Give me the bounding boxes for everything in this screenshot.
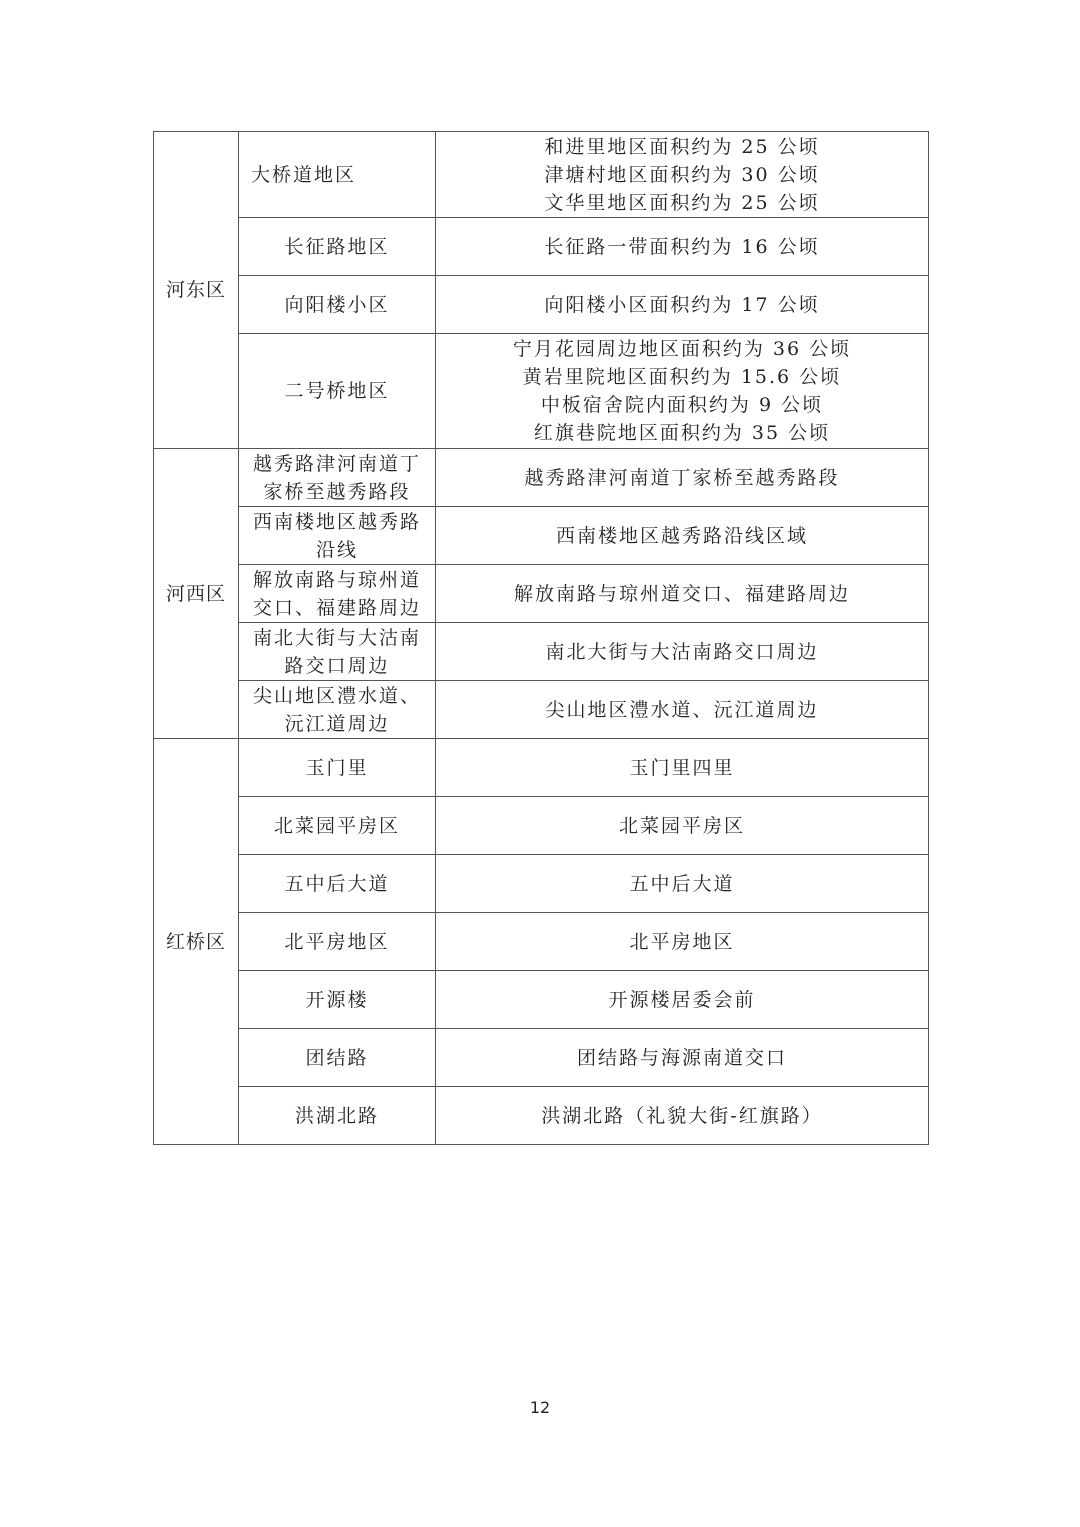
- table-row: [154, 739, 929, 797]
- table-row: [154, 276, 929, 334]
- table-row: [154, 855, 929, 913]
- table-row: [154, 913, 929, 971]
- area-cell: 北菜园平房区: [239, 797, 436, 855]
- detail-cell: 长征路一带面积约为 16 公顷: [436, 218, 929, 276]
- area-cell: 尖山地区澧水道、沅江道周边: [239, 681, 436, 739]
- table-row: [154, 565, 929, 623]
- detail-cell: 尖山地区澧水道、沅江道周边: [436, 681, 929, 739]
- district-cell: 河东区: [154, 132, 239, 449]
- detail-cell: 西南楼地区越秀路沿线区域: [436, 507, 929, 565]
- table-row: [154, 1029, 929, 1087]
- detail-cell: 解放南路与琼州道交口、福建路周边: [436, 565, 929, 623]
- detail-cell: 南北大街与大沽南路交口周边: [436, 623, 929, 681]
- area-cell: 洪湖北路: [239, 1087, 436, 1145]
- table-row: [154, 971, 929, 1029]
- table-row: [154, 681, 929, 739]
- area-cell: 解放南路与琼州道交口、福建路周边: [239, 565, 436, 623]
- area-cell: 开源楼: [239, 971, 436, 1029]
- detail-cell: 北平房地区: [436, 913, 929, 971]
- table-row: [154, 334, 929, 449]
- areas-table: [153, 131, 929, 1145]
- table-row: [154, 507, 929, 565]
- detail-cell: 五中后大道: [436, 855, 929, 913]
- detail-cell: 越秀路津河南道丁家桥至越秀路段: [436, 449, 929, 507]
- area-cell: 长征路地区: [239, 218, 436, 276]
- detail-cell: 团结路与海源南道交口: [436, 1029, 929, 1087]
- area-cell: 玉门里: [239, 739, 436, 797]
- area-cell: 北平房地区: [239, 913, 436, 971]
- table-row: [154, 132, 929, 218]
- table-row: [154, 797, 929, 855]
- detail-cell: 和进里地区面积约为 25 公顷 津塘村地区面积约为 30 公顷 文华里地区面积约为 25 公顷: [436, 132, 929, 218]
- district-cell: 河西区: [154, 449, 239, 739]
- area-cell: 南北大街与大沽南路交口周边: [239, 623, 436, 681]
- area-cell: 五中后大道: [239, 855, 436, 913]
- table-row: [154, 449, 929, 507]
- table-row: [154, 623, 929, 681]
- page-number: 12: [529, 1398, 551, 1417]
- area-cell: 越秀路津河南道丁家桥至越秀路段: [239, 449, 436, 507]
- detail-cell: 北菜园平房区: [436, 797, 929, 855]
- area-cell: 西南楼地区越秀路沿线: [239, 507, 436, 565]
- detail-cell: 宁月花园周边地区面积约为 36 公顷 黄岩里院地区面积约为 15.6 公顷 中板宿舍院内面积约为 9 公顷 红旗巷院地区面积约为 35 公顷: [436, 334, 929, 449]
- district-cell: 红桥区: [154, 739, 239, 1145]
- area-cell: 二号桥地区: [239, 334, 436, 449]
- detail-cell: 向阳楼小区面积约为 17 公顷: [436, 276, 929, 334]
- table-row: [154, 1087, 929, 1145]
- detail-cell: 玉门里四里: [436, 739, 929, 797]
- table-row: [154, 218, 929, 276]
- area-cell: 向阳楼小区: [239, 276, 436, 334]
- detail-cell: 开源楼居委会前: [436, 971, 929, 1029]
- detail-cell: 洪湖北路（礼貌大街-红旗路）: [436, 1087, 929, 1145]
- area-cell: 团结路: [239, 1029, 436, 1087]
- area-cell: 大桥道地区: [239, 132, 436, 218]
